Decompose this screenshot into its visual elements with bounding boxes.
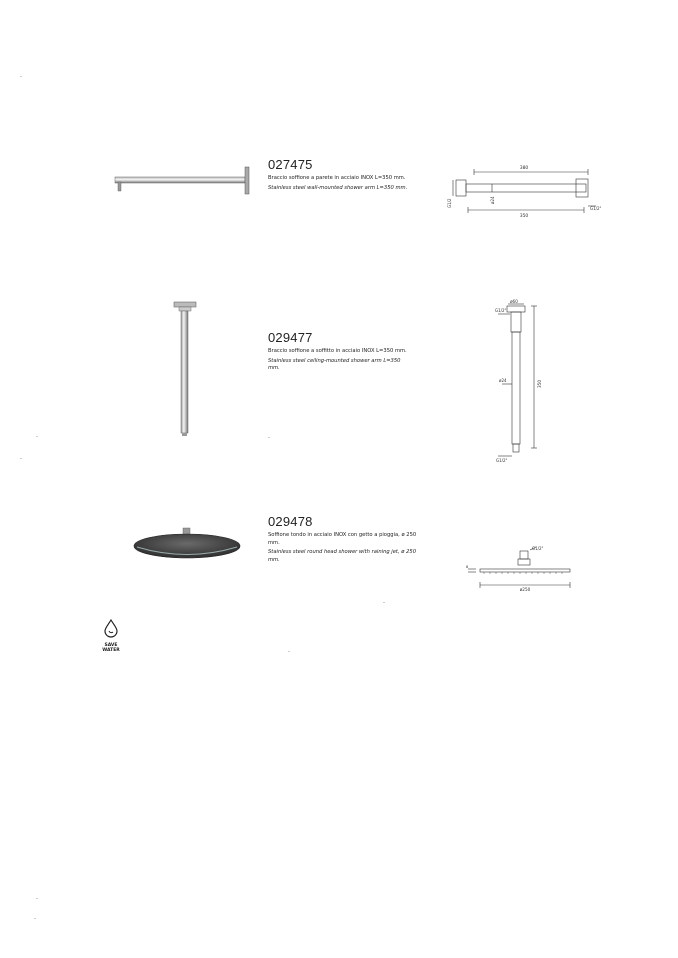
dim-diameter: ø250 xyxy=(519,587,531,592)
dim-diameter: ø24 xyxy=(499,378,507,383)
dim-thickness: 8 xyxy=(466,565,469,569)
description-english: Stainless steel wall-mounted shower arm L=350 mm. xyxy=(268,184,408,191)
dim-bottom: 350 xyxy=(519,214,529,219)
dim-flange-diameter: ø60 xyxy=(510,299,518,304)
description-english: Stainless steel round head shower with raining jet, ø 250 mm. xyxy=(268,549,416,563)
ceiling-shower-arm-photo xyxy=(170,300,200,440)
water-drop-icon xyxy=(101,618,121,638)
description-italian: Braccio soffione a soffitto in acciaio INOX L=350 mm. xyxy=(268,348,407,354)
product-code: 029477 xyxy=(268,330,313,345)
technical-drawing-029477 xyxy=(494,296,554,462)
technical-drawing-029478 xyxy=(462,543,582,593)
thread-top: G1/2" xyxy=(495,308,507,313)
product-code: 029478 xyxy=(268,514,313,529)
wall-shower-arm-photo xyxy=(112,166,254,196)
dim-diameter: ø24 xyxy=(490,196,495,204)
round-head-shower-photo xyxy=(132,526,242,560)
save-label: SAVE xyxy=(104,643,118,648)
description-italian: Braccio soffione a parete in acciaio INOX L=350 mm. xyxy=(268,175,406,181)
save-water-badge xyxy=(101,618,121,652)
water-label: WATER xyxy=(102,648,120,653)
product-029478 xyxy=(268,514,438,564)
thread-bottom: G1/2" xyxy=(496,458,508,462)
description-italian: Soffione tondo in acciaio INOX con getto a pioggia, ø 250 mm. xyxy=(268,532,417,546)
description-english: Stainless steel ceiling-mounted shower arm L=350 mm. xyxy=(268,357,401,371)
dim-top: 380 xyxy=(519,166,529,171)
product-029477 xyxy=(268,330,448,373)
dim-length: 350 xyxy=(537,380,542,388)
product-027475 xyxy=(268,157,448,192)
thread-label: G1/2" xyxy=(532,546,544,551)
product-code: 027475 xyxy=(268,157,313,172)
thread-left: G1/2 xyxy=(447,198,452,208)
technical-drawing-027475 xyxy=(444,160,608,222)
thread-right: G1/2" xyxy=(590,206,602,211)
